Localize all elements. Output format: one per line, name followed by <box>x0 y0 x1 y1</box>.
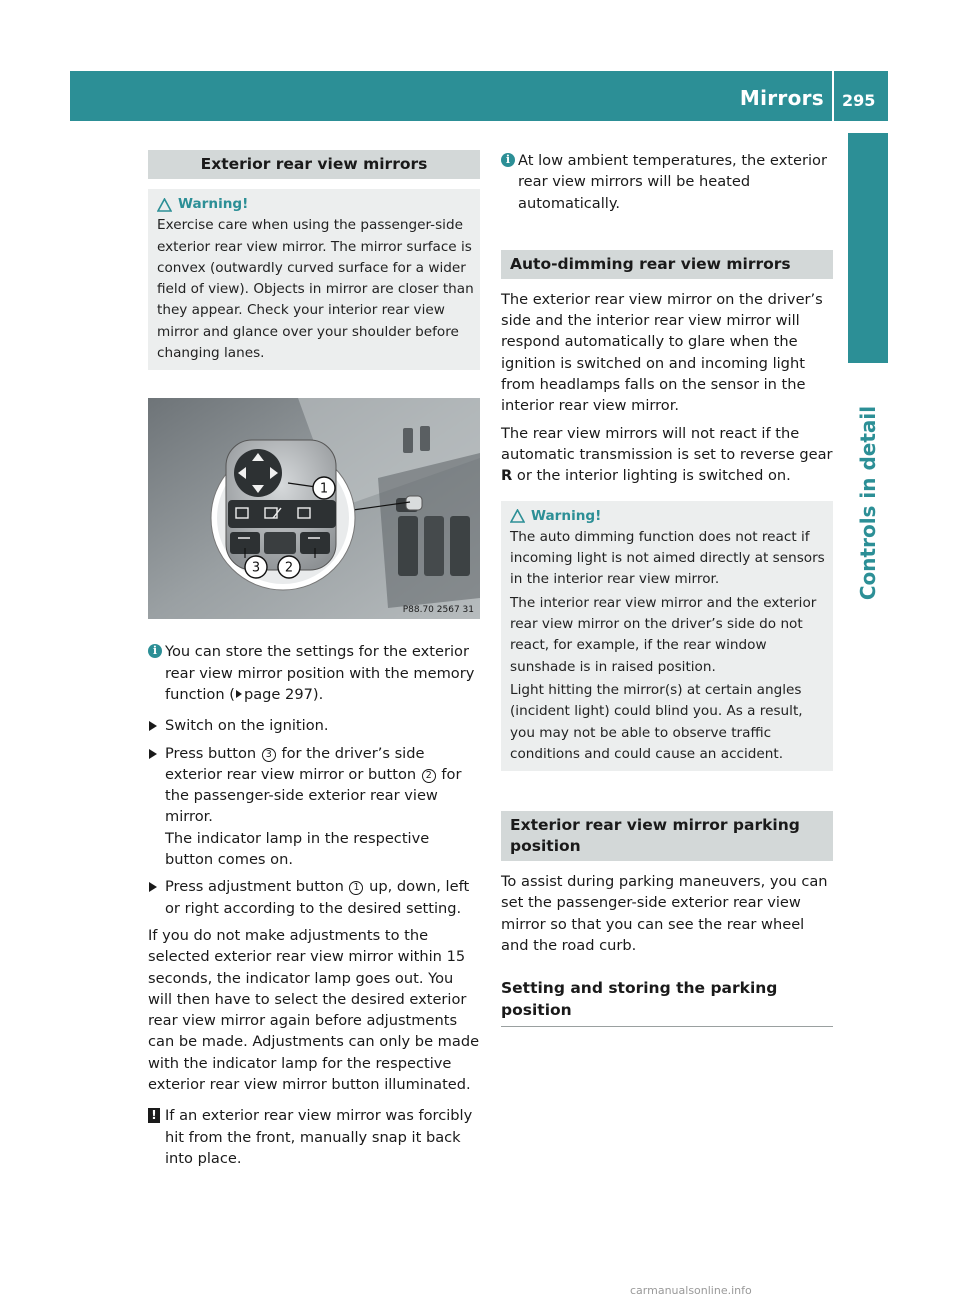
step-text: Press button <box>165 744 261 762</box>
body-paragraph: If you do not make adjustments to the selected exterior rear view mirror within 15 seconds, the indicator lamp goes out. You will then have to select the desired exterior rear view mirror again before adjustments can be made. Adjustments can only be made with the indicator lamp for the respective exterior rear view mirror button illuminated. <box>148 926 480 1094</box>
info-note-text: You can store the settings for the exterior rear view mirror position with the memory function ( <box>165 643 475 703</box>
info-icon: i <box>148 644 162 658</box>
step-adjust-mirror <box>148 876 480 919</box>
info-note-text: At low ambient temperatures, the exterior rear view mirrors will be heated automatically. <box>518 152 827 212</box>
warning-text: Light hitting the mirror(s) at certain angles (incident light) could blind you. As a result, you may not be able to observe traffic conditions and could cause an accident. <box>510 681 803 762</box>
info-note-heating <box>501 150 833 214</box>
step-press-button <box>148 743 480 871</box>
mirror-control-figure <box>148 398 480 619</box>
paragraph-text: or the interior lighting is switched on. <box>512 467 791 485</box>
info-note-text-end: ). <box>312 685 324 703</box>
step-result-text: The indicator lamp in the respective button comes on. <box>165 829 430 869</box>
step-text: for the passenger-side exterior rear view mirror. <box>165 765 462 826</box>
step-switch-ignition <box>148 715 480 736</box>
warning-text: The auto dimming function does not react if incoming light is not aimed directly at sensors in the interior rear view mirror. <box>510 528 825 588</box>
warning-title <box>510 506 827 527</box>
side-tab-marker <box>848 133 888 363</box>
gear-label: R <box>501 467 513 485</box>
side-tab-label <box>848 368 888 638</box>
mirror-control-illustration <box>148 398 480 619</box>
step-arrow-icon <box>149 721 157 731</box>
warning-box <box>501 501 833 772</box>
button-3-ref: 3 <box>262 748 276 762</box>
section-heading-parking-position: Exterior rear view mirror parking position <box>501 811 833 861</box>
caution-exclamation-icon: ! <box>148 1108 160 1123</box>
body-paragraph: The exterior rear view mirror on the driver’s side and the interior rear view mirror will respond automatically to glare when the ignition is switched on and incoming light from headlamps falls on the sensor in the interior rear view mirror. <box>501 290 823 415</box>
page-title: Mirrors <box>739 86 824 110</box>
section-heading-exterior-mirrors: Exterior rear view mirrors <box>148 150 480 179</box>
callout-2-label: 2 <box>284 560 294 576</box>
section-heading-auto-dimming: Auto-dimming rear view mirrors <box>501 250 833 279</box>
warning-title-text: Warning! <box>531 507 602 524</box>
side-tab-text: Controls in detail <box>856 405 880 601</box>
paragraph-text: The rear view mirrors will not react if the automatic transmission is set to reverse gear <box>501 424 833 463</box>
body-paragraph: To assist during parking maneuvers, you can set the passenger-side exterior rear view mirror so that you can see the rear wheel and the road curb. <box>501 873 828 955</box>
callout-3-label: 3 <box>251 560 261 576</box>
sub-heading-parking: Setting and storing the parking position <box>501 978 833 1027</box>
header-divider <box>832 71 834 121</box>
step-text: for the driver’s side exterior rear view mirror or button <box>165 744 425 783</box>
step-text: Switch on the ignition. <box>165 717 329 735</box>
page-ref-arrow-icon <box>236 690 242 698</box>
caution-note <box>148 1105 480 1169</box>
info-icon: i <box>501 153 515 167</box>
step-text: Press adjustment button <box>165 878 349 896</box>
body-paragraph <box>501 423 833 487</box>
step-arrow-icon <box>149 749 157 759</box>
warning-triangle-icon <box>510 509 525 523</box>
callout-1-label: 1 <box>319 481 329 497</box>
button-2-ref: 2 <box>422 769 436 783</box>
warning-text: The interior rear view mirror and the exterior rear view mirror on the driver’s side do not react, for example, if the rear window sunshade is in raised position. <box>510 594 817 675</box>
warning-triangle-icon <box>157 198 172 212</box>
caution-text: If an exterior rear view mirror was forcibly hit from the front, manually snap it back into place. <box>165 1107 473 1167</box>
step-arrow-icon <box>149 882 157 892</box>
page-reference-link[interactable]: page 297 <box>243 685 313 703</box>
warning-box <box>148 189 480 370</box>
info-note-memory <box>148 641 480 705</box>
warning-title <box>157 194 474 215</box>
page-number: 295 <box>842 91 876 110</box>
step-text: up, down, left or right according to the desired setting. <box>165 878 470 917</box>
warning-text: Exercise care when using the passenger-side exterior rear view mirror. The mirror surface is convex (outwardly curved surface for a wider field of view). Objects in mirror are closer than they appear. Check your interior rear view mirror and glance over your shoulder before changing lanes. <box>157 217 474 362</box>
figure-code: P88.70 2567 31 <box>402 605 474 616</box>
right-column <box>501 150 833 1027</box>
warning-title-text: Warning! <box>178 196 249 212</box>
left-column <box>148 150 480 1169</box>
button-1-ref: 1 <box>349 881 363 895</box>
watermark: carmanualsonline.info <box>630 1284 752 1297</box>
